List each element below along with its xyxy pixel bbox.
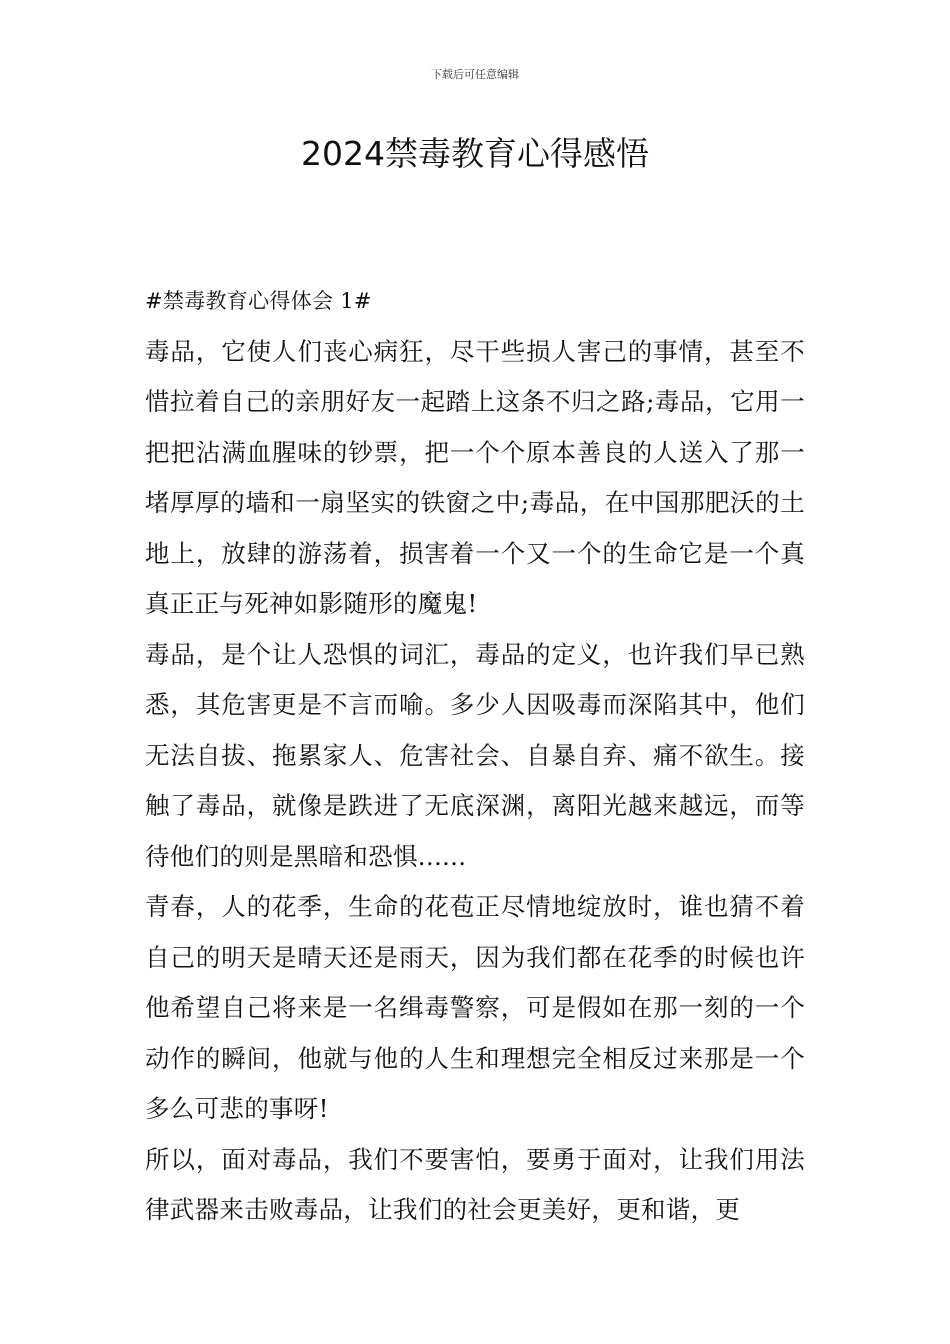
paragraph-4: 所以，面对毒品，我们不要害怕，要勇于面对，让我们用法律武器来击败毒品，让我们的社会更美好，更和谐，更 xyxy=(145,1144,805,1224)
paragraph-1: 毒品，它使人们丧心病狂，尽干些损人害己的事情，甚至不惜拉着自己的亲朋好友一起踏上这条不归之路;毒品，它用一把把沾满血腥味的钞票，把一个个原本善良的人送入了那一堵厚厚的墙和一扇坚实的铁窗之中;毒品，在中国那肥沃的土地上，放肆的游荡着，损害着一个又一个的生命它是一个真真正正与死神如影随形的魔鬼! xyxy=(145,336,805,618)
section-heading: #禁毒教育心得体会 1# xyxy=(145,289,372,313)
document-body xyxy=(145,276,805,1236)
paragraph-2: 毒品，是个让人恐惧的词汇，毒品的定义，也许我们早已熟悉，其危害更是不言而喻。多少人因吸毒而深陷其中，他们无法自拔、拖累家人、危害社会、自暴自弃、痛不欲生。接触了毒品，就像是跌进了无底深渊，离阳光越来越远，而等待他们的则是黑暗和恐惧...... xyxy=(145,639,805,871)
paragraph-3: 青春，人的花季，生命的花苞正尽情地绽放时，谁也猜不着自己的明天是晴天还是雨天，因为我们都在花季的时候也许他希望自己将来是一名缉毒警察，可是假如在那一刻的一个动作的瞬间，他就与他的人生和理想完全相反过来那是一个多么可悲的事呀! xyxy=(145,892,805,1123)
document-title: 2024禁毒教育心得感悟 xyxy=(301,134,649,173)
header-note: 下载后可任意编辑 xyxy=(431,68,519,81)
